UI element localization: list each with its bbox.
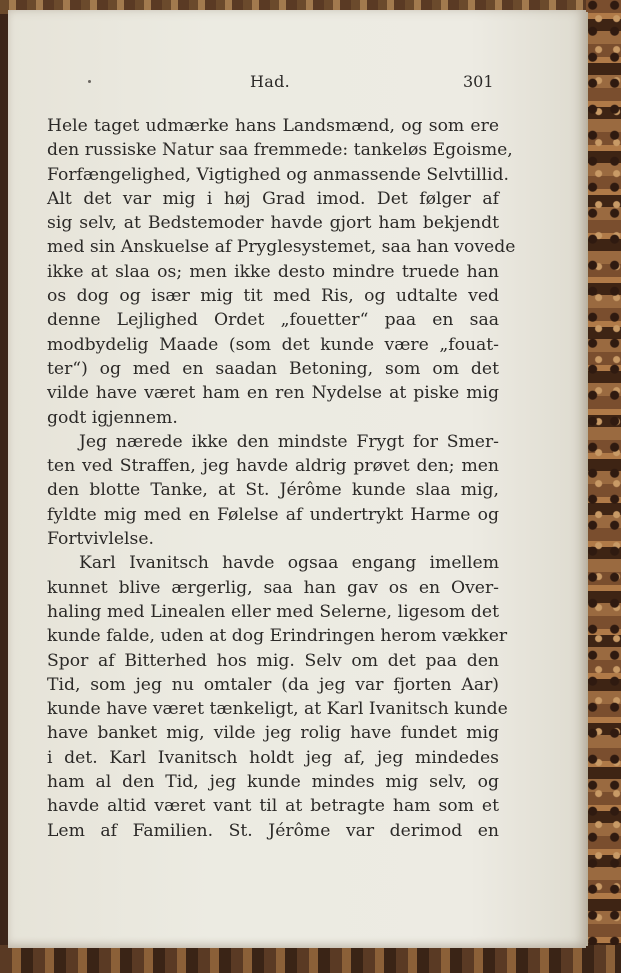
text-line: modbydelig Maade (som det kunde være „fouat- xyxy=(47,334,499,355)
text-line: Spor af Bitterhed hos mig. Selv om det paa den xyxy=(47,650,499,671)
text-line: os dog og især mig tit med Ris, og udtalte ved xyxy=(47,286,499,307)
text-line: fyldte mig med en Følelse af undertrykt Harme og xyxy=(47,504,499,525)
page-number: 301 xyxy=(463,72,494,91)
text-line: vilde have været ham en ren Nydelse at piske mig xyxy=(47,383,499,404)
text-line: Forfængelighed, Vigtighed og anmassende Selvtillid. xyxy=(47,164,509,185)
text-line: godt igjennem. xyxy=(47,407,178,428)
text-line: sig selv, at Bedstemoder havde gjort ham bekjendt xyxy=(47,213,499,234)
body-text xyxy=(47,114,516,843)
running-title: Had. xyxy=(250,72,291,91)
text-line: med sin Anskuelse af Pryglesystemet, saa han vovede xyxy=(47,237,516,258)
text-line: i det. Karl Ivanitsch holdt jeg af, jeg mindedes xyxy=(47,747,499,768)
text-line: kunde have været tænkeligt, at Karl Ivanitsch kunde xyxy=(47,699,508,720)
text-line: Tid, som jeg nu omtaler (da jeg var fjorten Aar) xyxy=(47,674,499,695)
text-line: ikke at slaa os; men ikke desto mindre truede han xyxy=(47,261,499,282)
text-line: den blotte Tanke, at St. Jérôme kunde slaa mig, xyxy=(47,480,499,501)
text-line: Alt det var mig i høj Grad imod. Det følger af xyxy=(47,188,499,209)
book-page xyxy=(8,10,586,948)
text-line: haling med Linealen eller med Selerne, ligesom det xyxy=(47,601,499,622)
cover-edge-bottom xyxy=(0,945,621,973)
ink-dot xyxy=(88,80,91,83)
text-line: ten ved Straffen, jeg havde aldrig prøvet den; men xyxy=(47,456,499,477)
text-line: den russiske Natur saa fremmede: tankeløs Egoisme, xyxy=(47,140,513,161)
text-line: kunnet blive ærgerlig, saa han gav os en Over- xyxy=(47,577,499,598)
cover-edge-right xyxy=(586,0,621,973)
text-line: kunde falde, uden at dog Erindringen herom vækker xyxy=(47,626,508,647)
text-line: ter“) og med en saadan Betoning, som om det xyxy=(47,358,499,379)
text-line: denne Lejlighed Ordet „fouetter“ paa en saa xyxy=(47,310,499,331)
text-line: Jeg nærede ikke den mindste Frygt for Smer- xyxy=(79,431,499,452)
text-line: ham al den Tid, jeg kunde mindes mig selv, og xyxy=(47,772,499,793)
text-line: have banket mig, vilde jeg rolig have fundet mig xyxy=(47,723,499,744)
text-line: Hele taget udmærke hans Landsmænd, og som ere xyxy=(47,116,499,136)
text-line: Karl Ivanitsch havde ogsaa engang imellem xyxy=(79,553,499,574)
text-line: havde altid været vant til at betragte ham som et xyxy=(47,796,499,817)
text-line: Lem af Familien. St. Jérôme var derimod en xyxy=(47,820,499,841)
text-line: Fortvivlelse. xyxy=(47,529,154,550)
page-header xyxy=(8,72,586,94)
